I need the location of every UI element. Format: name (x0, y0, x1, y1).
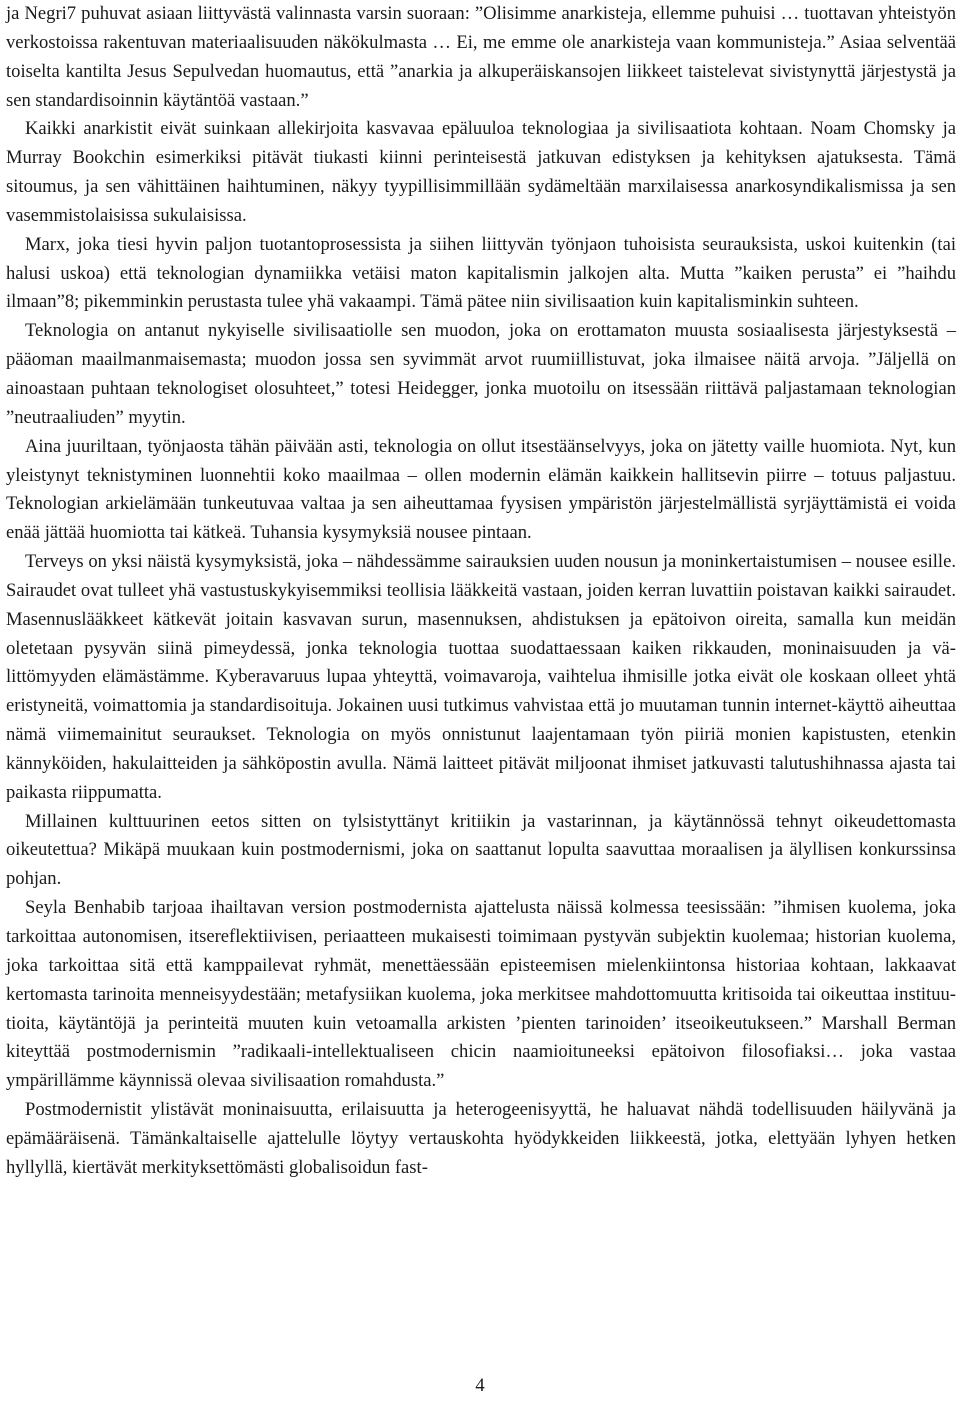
paragraph-health: Terveys on yksi näistä kysymyksistä, joka – nähdessämme sairauksien uuden nousun ja moninkertaistumisen – nousee esille. Sairaudet ovat tulleet yhä vastustuskykyisemmiksi teollisia lääkkeitä vastaan, joiden kerran luvattiin poistavan kaikki sairaudet. Masennuslääkkeet kätkevät joitain kasvavan surun, masennuksen, ahdistuksen ja epätoivon oireita, samalla kun meidän oletetaan pysyvän siinä pimeydessä, jonka teknologia tuottaa suodattaessaan kaiken rikkauden, moninaisuuden ja välittömyyden elämästämme. Kyberavaruus lupaa yhteyttä, voimavaroja, vaihtelua ihmisille jotka eivät ole koskaan olleet yhtä eristyneitä, voimattomia ja standardisoituja. Jokainen uusi tutkimus vahvistaa että jo muutaman tunnin internet-käyttö aiheuttaa nämä viimemainitut seuraukset. Teknologia on myös onnistunut laajentamaan työn piiriä monien kapistusten, etenkin kännyköiden, hakulaitteiden ja sähköpostin avulla. Nämä laitteet pitävät miljoonat ihmiset jatkuvasti talutushihnassa ajasta tai paikasta riippumatta. (6, 551, 956, 803)
paragraph-technology-civilisation: Teknologia on antanut nykyiselle sivilisaatiolle sen muodon, joka on erottamaton muusta sosiaalisesta järjestyksestä – pääoman maailmanmaisemasta; muodon jossa sen syvimmät arvot ruumiillistuvat, joka ilmaisee näitä arvoja. ”Jäljellä on ainoastaan puhtaan teknologiset olosuhteet,” totesi Heidegger, jonka muotoilu on itsessään riittävä paljastamaan teknologian ”neutraaliuden” myytin. (6, 320, 956, 428)
paragraph-benhabib: Seyla Benhabib tarjoaa ihailtavan version postmodernista ajattelusta näissä kolmessa teesissään: ”ihmisen kuolema, joka tarkoittaa autonomisen, itsereflektiivisen, periaatteen mukaisesti toimimaan pystyvän subjektin kuolemaa; historian kuolema, joka tarkoittaa sitä että kamppailevat ryhmät, menettäessään episteemisen mielenkiintonsa historiaa kohtaan, lakkaavat kertomasta tarinoita menneisyydestään; metafysiikan kuolema, joka merkitsee mahdottomuutta kritisoida tai oikeuttaa instituutioita, käytäntöjä ja perinteitä muuten kuin vetoamalla arkisten ’pienten tarinoiden’ itseoikeutukseen.” Marshall Berman kiteyttää postmodernismin ”radikaali-intellektualiseen chicin naamioituneeksi epätoivon filosofiaksi… joka vastaa ympärillämme käynnissä olevaa sivilisaation romahdusta.” (6, 897, 956, 1092)
paragraph-anarchists-technology: Kaikki anarkistit eivät suinkaan allekirjoita kasvavaa epäluuloa teknologiaa ja sivilisaatiota kohtaan. Noam Chomsky ja Murray Bookchin esimerkiksi pitävät tiukasti kiinni perinteisestä jatkuvan edistyksen ja kehityksen ajatuksesta. Tämä sitoumus, ja sen vähittäinen haihtuminen, näkyy tyypillisimmillään sydämeltään marxilaisessa anarkosyndikalismissa ja sen vasemmistolaisissa sukulaisissa. (6, 118, 956, 226)
document-page (6, 0, 956, 1183)
paragraph-division-of-labour: Aina juuriltaan, työnjaosta tähän päivään asti, teknologia on ollut itsestäänselvyys, joka on jätetty vaille huomiota. Nyt, kun yleistynyt teknistyminen luonnehtii koko maailmaa – ollen modernin elämän kaikkein hallitsevin piirre – totuus paljastuu. Teknologian arkielämään tunkeutuvaa valtaa ja sen aiheuttamaa fyysisen ympäristön järjestelmällistä syrjäyttämistä ei voida enää jättää huomiotta tai kätkeä. Tuhansia kysymyksiä nousee pintaan. (6, 435, 956, 544)
paragraph-marx: Marx, joka tiesi hyvin paljon tuotantoprosessista ja siihen liittyvän työnjaon tuhoisista seurauksista, uskoi kuitenkin (tai halusi uskoa) että teknologian dynamiikka vetäisi maton kapitalismin jalkojen alta. Mutta ”kaiken perusta” ei ”haihdu ilmaan”8; pikemminkin perustasta tulee yhä vakaampi. Tämä pätee niin sivilisaation kuin kapitalisminkin suhteen. (6, 233, 956, 313)
paragraph-negri-quote: ja Negri7 puhuvat asiaan liittyvästä valinnasta varsin suoraan: ”Olisimme anarkisteja, ellemme puhuisi … tuottavan yhteistyön verkostoissa rakentuvan materiaalisuuden näkökulmasta … Ei, me emme ole anarkisteja vaan kommunisteja.” Asiaa selventää toiselta kantilta Jesus Sepulvedan huomautus, että ”anarkia ja alkuperäiskansojen liikkeet taistelevat sivistynyttä järjestystä ja sen standardisoinnin käytäntöä vastaan.” (6, 3, 956, 111)
paragraph-cultural-ethos: Millainen kulttuurinen eetos sitten on tylsistyttänyt kritiikin ja vastarinnan, ja käytännössä tehnyt oikeudettomasta oikeutettua? Mikäpä muukaan kuin postmodernismi, joka on saattanut lopulta saavuttaa moraalisen ja älyllisen konkurssinsa pohjan. (6, 810, 956, 890)
page-number: 4 (475, 1375, 485, 1396)
paragraph-postmodernists: Postmodernistit ylistävät moninaisuutta, erilaisuutta ja heterogeenisyyttä, he haluavat nähdä todellisuuden häilyvänä ja epämääräisenä. Tämänkaltaiselle ajattelulle löytyy vertauskohta hyödykkeiden liikkeestä, jotka, elettyään lyhyen hetken hyllyllä, kiertävät merkityksettömästi globalisoidun fast- (6, 1099, 956, 1178)
